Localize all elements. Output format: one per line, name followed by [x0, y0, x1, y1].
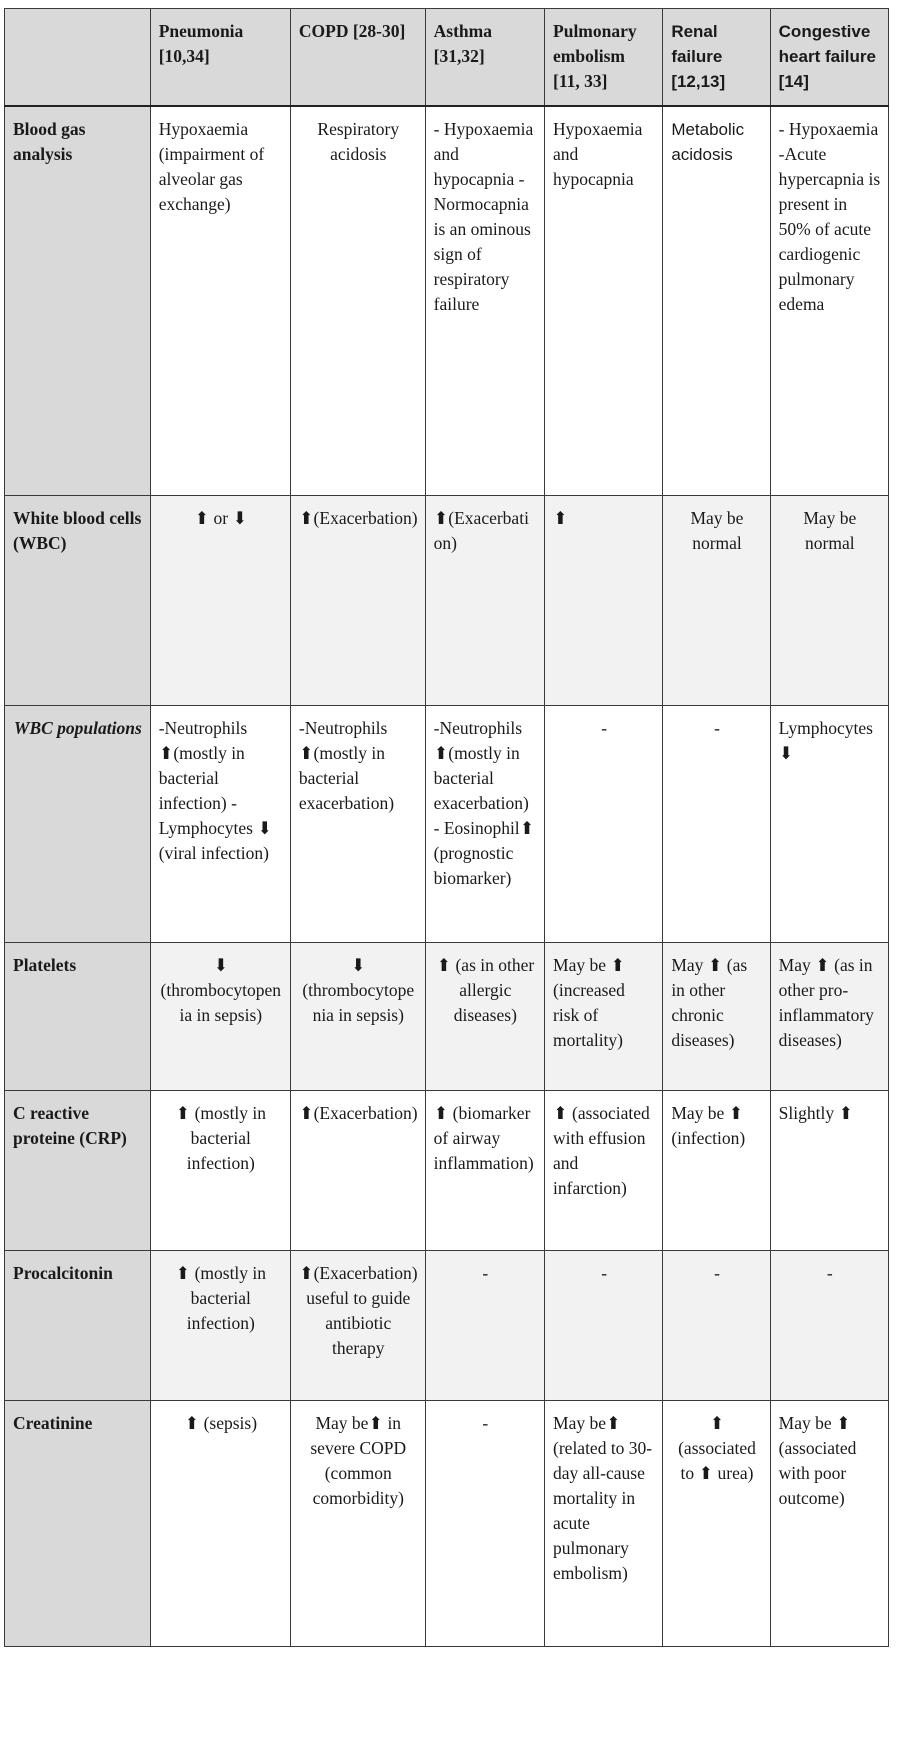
cell: ⬆(Exacerbation): [425, 496, 544, 706]
table-row: [5, 496, 889, 706]
cell: ⬆ (associated with effusion and infarction): [545, 1091, 663, 1251]
table-row: [5, 106, 889, 496]
cell: ⬆ (mostly in bacterial infection): [150, 1251, 290, 1401]
cell: May ⬆ (as in other chronic diseases): [663, 943, 770, 1091]
cell: -: [663, 1251, 770, 1401]
row-label-blood-gas: Blood gas analysis: [5, 106, 151, 496]
header-asthma: Asthma [31,32]: [425, 9, 544, 106]
cell: -: [425, 1401, 544, 1647]
cell: May be normal: [770, 496, 888, 706]
cell: ⬇ (thrombocytopenia in sepsis): [290, 943, 425, 1091]
cell: -Neutrophils ⬆(mostly in bacterial infection) - Lymphocytes ⬇ (viral infection): [150, 706, 290, 943]
cell: ⬆(Exacerbation): [290, 1091, 425, 1251]
cell: -: [770, 1251, 888, 1401]
cell: -: [545, 706, 663, 943]
cell: May be⬆ (related to 30-day all-cause mortality in acute pulmonary embolism): [545, 1401, 663, 1647]
cell: ⬆ (mostly in bacterial infection): [150, 1091, 290, 1251]
cell: ⬆ (as in other allergic diseases): [425, 943, 544, 1091]
row-label-procalcitonin: Procalcitonin: [5, 1251, 151, 1401]
cell: May be ⬆ (increased risk of mortality): [545, 943, 663, 1091]
table-row: [5, 1251, 889, 1401]
cell: ⬆ (biomarker of airway inflammation): [425, 1091, 544, 1251]
cell: May be⬆ in severe COPD (common comorbidity): [290, 1401, 425, 1647]
cell: -Neutrophils ⬆(mostly in bacterial exacerbation): [290, 706, 425, 943]
cell: -Neutrophils ⬆(mostly in bacterial exacerbation) - Eosinophil⬆ (prognostic biomarker): [425, 706, 544, 943]
header-pulmonary-embolism: Pulmonary embolism [11, 33]: [545, 9, 663, 106]
cell: Metabolic acidosis: [663, 106, 770, 496]
cell: May be normal: [663, 496, 770, 706]
row-label-platelets: Platelets: [5, 943, 151, 1091]
cell: May be ⬆ (infection): [663, 1091, 770, 1251]
cell: - Hypoxaemia -Acute hypercapnia is present in 50% of acute cardiogenic pulmonary edema: [770, 106, 888, 496]
cell: Lymphocytes ⬇: [770, 706, 888, 943]
cell: ⬆(Exacerbation) useful to guide antibiotic therapy: [290, 1251, 425, 1401]
row-label-crp: C reactive proteine (CRP): [5, 1091, 151, 1251]
cell: Slightly ⬆: [770, 1091, 888, 1251]
cell: ⬆ (associated to ⬆ urea): [663, 1401, 770, 1647]
cell: ⬆(Exacerbation): [290, 496, 425, 706]
comparison-table: [4, 8, 889, 1647]
table-row: [5, 1091, 889, 1251]
header-pneumonia: Pneumonia [10,34]: [150, 9, 290, 106]
cell: May ⬆ (as in other pro-inflammatory diseases): [770, 943, 888, 1091]
cell: -: [663, 706, 770, 943]
cell: Respiratory acidosis: [290, 106, 425, 496]
cell: ⬆: [545, 496, 663, 706]
cell: Hypoxaemia and hypocapnia: [545, 106, 663, 496]
cell: Hypoxaemia (impairment of alveolar gas exchange): [150, 106, 290, 496]
header-blank: [5, 9, 151, 106]
row-label-creatinine: Creatinine: [5, 1401, 151, 1647]
header-renal-failure: Renal failure [12,13]: [663, 9, 770, 106]
table-row: [5, 706, 889, 943]
header-copd: COPD [28-30]: [290, 9, 425, 106]
cell: - Hypoxaemia and hypocapnia - Normocapnia is an ominous sign of respiratory failure: [425, 106, 544, 496]
header-row: [5, 9, 889, 106]
cell: -: [545, 1251, 663, 1401]
cell: May be ⬆ (associated with poor outcome): [770, 1401, 888, 1647]
table-row: [5, 1401, 889, 1647]
header-chf: Congestive heart failure [14]: [770, 9, 888, 106]
row-label-wbc: White blood cells (WBC): [5, 496, 151, 706]
cell: ⬆ or ⬇: [150, 496, 290, 706]
cell: ⬇ (thrombocytopenia in sepsis): [150, 943, 290, 1091]
cell: -: [425, 1251, 544, 1401]
cell: ⬆ (sepsis): [150, 1401, 290, 1647]
table-row: [5, 943, 889, 1091]
row-label-wbc-populations: WBC populations: [5, 706, 151, 943]
